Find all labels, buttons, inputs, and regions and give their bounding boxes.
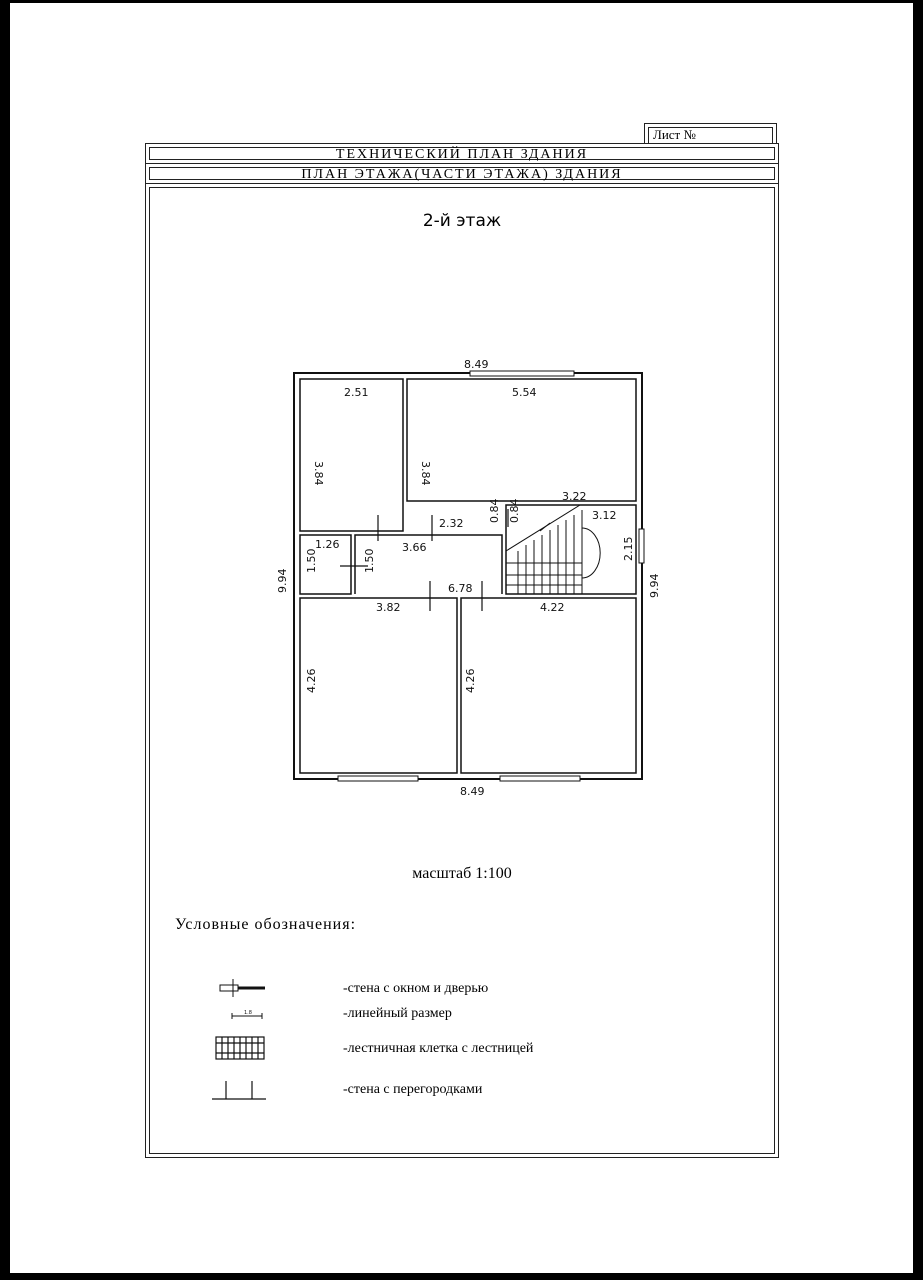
legend-item-partition-wall: -стена с перегородками	[343, 1082, 483, 1097]
dim-hall-upper: 2.32	[439, 517, 464, 530]
floor-title: 2-й этаж	[422, 211, 502, 231]
dim-stair-inner: 3.12	[592, 509, 617, 522]
sheet-number-label: Лист №	[648, 127, 773, 143]
window-top	[470, 371, 574, 376]
room-bottom-left	[300, 598, 457, 773]
dim-room-tr-height: 3.84	[419, 461, 432, 486]
dim-small-height: 1.50	[305, 548, 318, 573]
legend-item-linear-dimension: -линейный размер	[343, 1006, 452, 1021]
legend-title: Условные обозначения:	[175, 916, 357, 933]
dim-room-bl-height: 4.26	[305, 668, 318, 693]
dim-room-tl-height: 3.84	[312, 461, 325, 486]
dim-outer-bottom: 8.49	[460, 785, 485, 798]
hall-wall	[355, 535, 502, 594]
dim-room-br-width: 4.22	[540, 601, 565, 614]
dim-outer-right: 9.94	[648, 573, 661, 598]
room-bottom-right	[461, 598, 636, 773]
legend-dim-sample: 1.8	[244, 1010, 252, 1016]
document-page	[10, 3, 913, 1273]
dim-room-br-height: 4.26	[464, 668, 477, 693]
dim-small-width: 1.26	[315, 538, 340, 551]
document-subtitle: ПЛАН ЭТАЖА(ЧАСТИ ЭТАЖА) ЗДАНИЯ	[149, 167, 775, 180]
dim-hall-main: 3.66	[402, 541, 427, 554]
dim-corridor: 6.78	[448, 582, 473, 595]
dim-stair-width: 3.22	[562, 490, 587, 503]
document-title: ТЕХНИЧЕСКИЙ ПЛАН ЗДАНИЯ	[149, 147, 775, 160]
legend-partition-wall-icon	[212, 1081, 266, 1099]
dim-hall-height: 1.50	[363, 548, 376, 573]
scale-label: масштаб 1:100	[412, 865, 512, 882]
window-right	[639, 529, 644, 563]
dim-room-tl-width: 2.51	[344, 386, 369, 399]
legend-staircase-icon	[216, 1037, 264, 1059]
dim-room-bl-width: 3.82	[376, 601, 401, 614]
dim-outer-left: 9.94	[276, 568, 289, 593]
dim-outer-top: 8.49	[464, 358, 489, 371]
dim-room-tr-width: 5.54	[512, 386, 537, 399]
room-top-left	[300, 379, 403, 531]
dim-stair-left-a: 0.84	[488, 498, 501, 523]
dim-stair-left-b: 0.84	[508, 498, 521, 523]
window-bottom-left	[338, 776, 418, 781]
legend-item-wall-window-door: -стена с окном и дверью	[343, 981, 489, 996]
legend-item-staircase: -лестничная клетка с лестницей	[343, 1041, 534, 1056]
dim-stair-height: 2.15	[622, 536, 635, 561]
window-bottom-right	[500, 776, 580, 781]
legend-wall-window-door-icon	[220, 979, 265, 997]
